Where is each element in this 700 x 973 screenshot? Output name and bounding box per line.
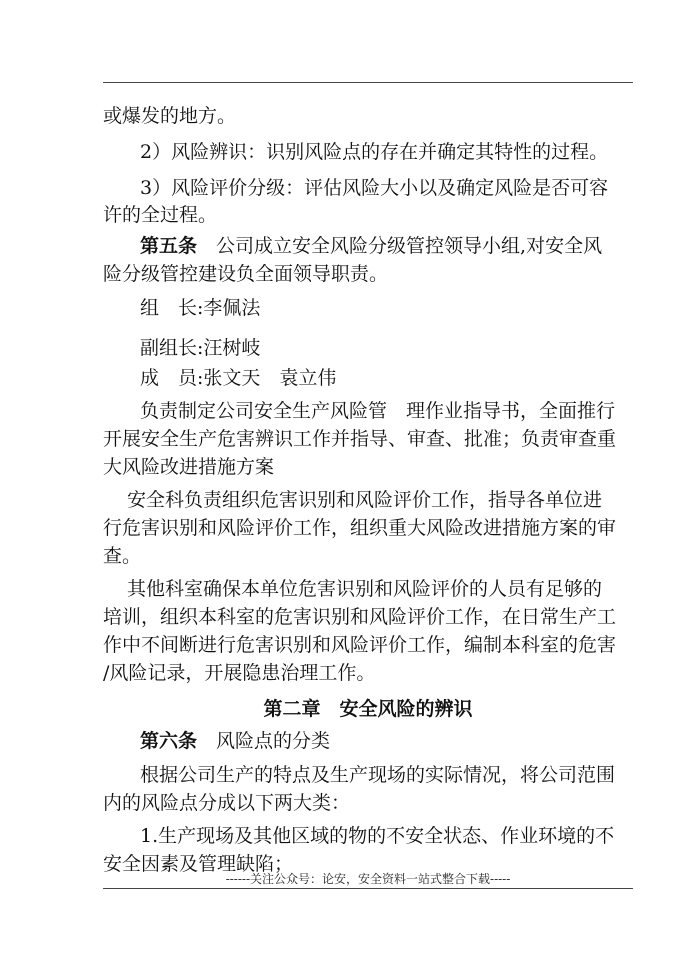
body-line: 作中不间断进行危害识别和风险评价工作，编制本科室的危害 — [103, 634, 617, 656]
leader-line: 组 长:李佩法 — [140, 297, 261, 319]
definition-risk-evaluation: 3）风险评价分级：评估风险大小以及确定风险是否可容 — [140, 177, 609, 199]
body-line: 其他科室确保本单位危害识别和风险评价的人员有足够的 — [127, 578, 603, 600]
article-5-line — [140, 234, 602, 258]
definition-risk-identification: 2）风险辨识：识别风险点的存在并确定其特性的过程。 — [140, 141, 609, 163]
footer-rule — [103, 888, 633, 889]
members-line: 成 员:张文天 袁立伟 — [140, 367, 337, 389]
article-6-label: 第六条 — [140, 730, 198, 752]
article-5-text: 公司成立安全风险分级管控领导小组,对安全风 — [216, 235, 603, 257]
body-line: 安全科负责组织危害识别和风险评价工作，指导各单位进 — [127, 489, 603, 511]
body-line: 根据公司生产的特点及生产现场的实际情况，将公司范围 — [140, 764, 616, 786]
body-line: 负责制定公司安全生产风险管 理作业指导书，全面推行 — [140, 400, 616, 422]
article-6-text: 风险点的分类 — [216, 730, 331, 752]
deputy-leader-line: 副组长:汪树岐 — [140, 337, 261, 359]
list-item-continued: 安全因素及管理缺陷； — [103, 853, 294, 875]
footer-text: ------关注公众号：论安，安全资料一站式整合下载----- — [225, 872, 511, 886]
chapter-heading: 第二章 安全风险的辨识 — [263, 698, 473, 720]
body-line: 行危害识别和风险评价工作，组织重大风险改进措施方案的审 — [103, 517, 617, 539]
list-item: 1.生产现场及其他区域的物的不安全状态、作业环境的不 — [140, 825, 615, 847]
body-line: /风险记录，开展隐患治理工作。 — [103, 662, 376, 684]
body-line: 培训，组织本科室的危害识别和风险评价工作，在日常生产工 — [103, 606, 617, 628]
article-6-line — [140, 729, 330, 753]
body-line: 开展安全生产危害辨识工作并指导、审查、批准；负责审查重 — [103, 428, 617, 450]
article-5-label: 第五条 — [140, 235, 198, 257]
body-line: 查。 — [103, 545, 142, 567]
body-line: 或爆发的地方。 — [103, 105, 237, 127]
body-line: 大风险改进措施方案 — [103, 456, 275, 478]
body-line: 险分级管控建设负全面领导职责。 — [103, 263, 389, 285]
body-line: 许的全过程。 — [103, 204, 218, 226]
body-line: 内的风险点分成以下两大类： — [103, 792, 351, 814]
header-rule — [103, 82, 633, 83]
